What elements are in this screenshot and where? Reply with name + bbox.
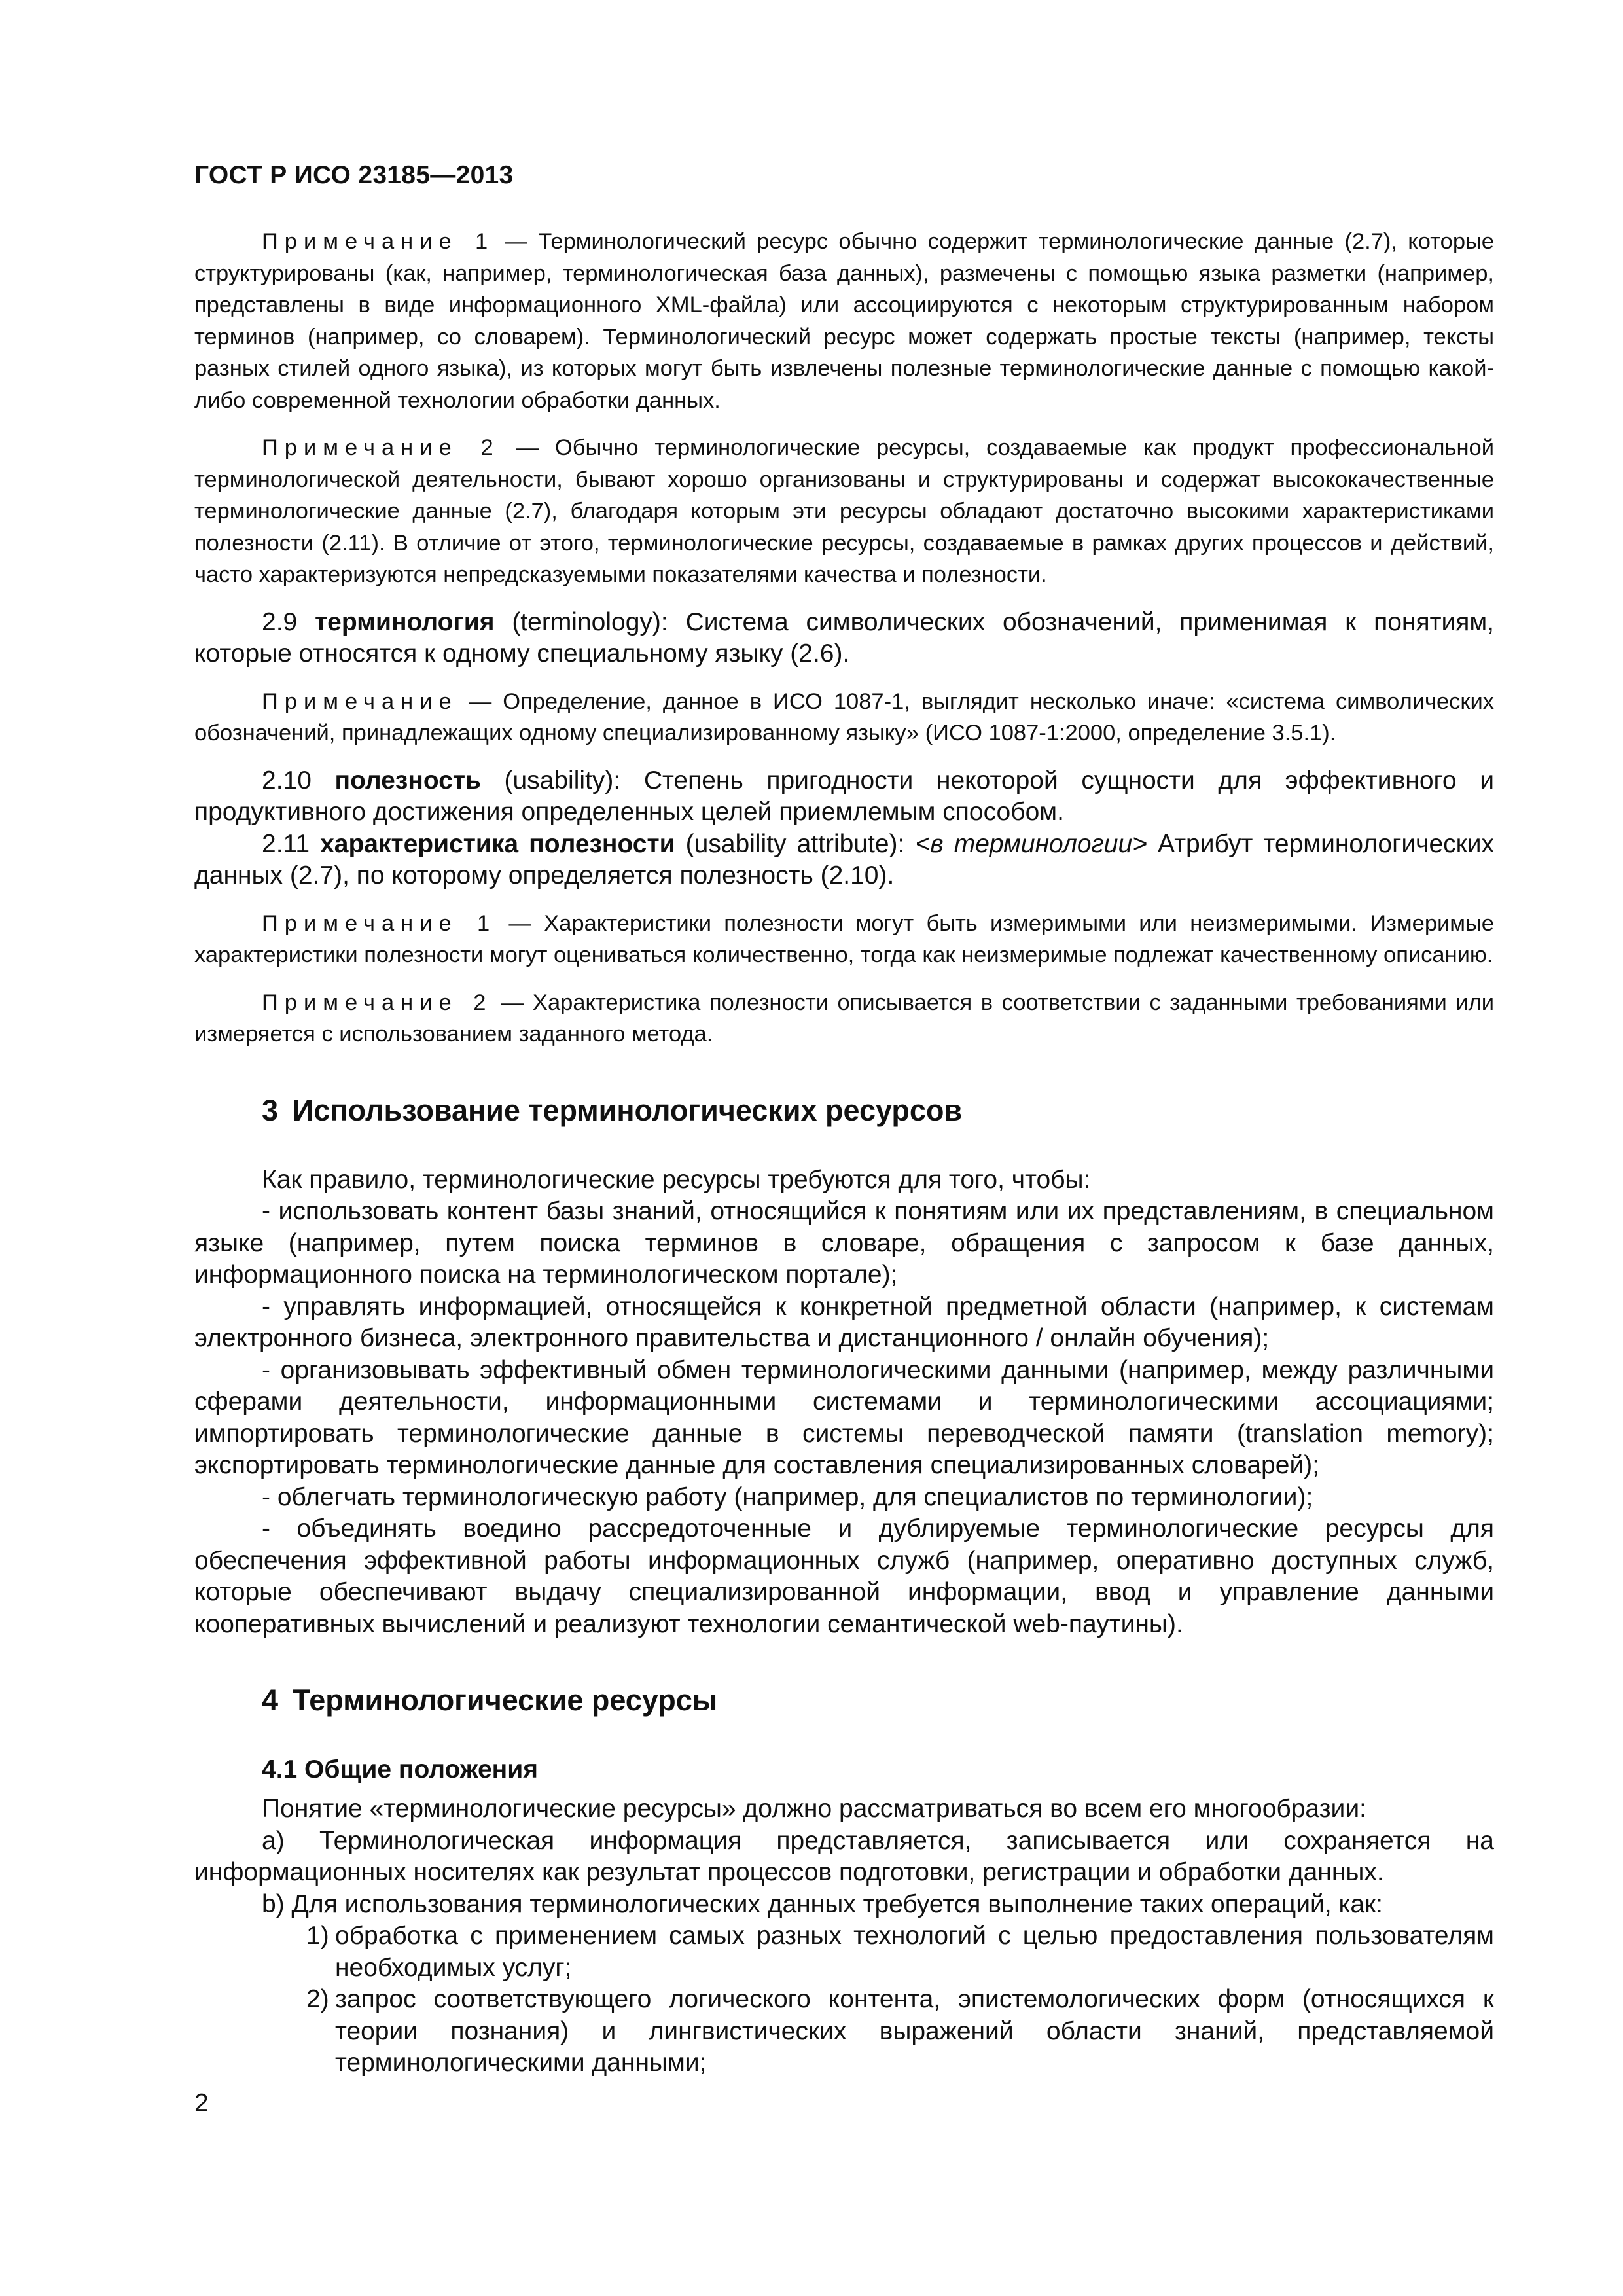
note-terminology: [194, 686, 1494, 749]
definition-text: (usability): Степень пригодности некоторой сущности для эффективного и продуктивного достижения определенных целей приемлемым способом.: [194, 766, 1494, 826]
note-2-usability-attribute: [194, 987, 1494, 1050]
definition-number: 2.11: [262, 829, 321, 858]
sub-list-text: запрос соответствующего логического контента, эпистемологических форм (относящихся к теории познания) и лингвистических выражений области знаний, представляемой терминологическими данными;: [335, 1985, 1494, 2077]
sub-list-number: 2): [306, 1985, 329, 2013]
note-text: — Терминологический ресурс обычно содержит терминологические данные (2.7), которые структурированы (как, например, терминологическая база данных), размечены с помощью языка разметки (например, представлены в виде информационного XML-файла) или ассоциируются с некоторым структурированным набором терминов (например, со словарем). Терминологический ресурс может содержать простые тексты (например, тексты разных стилей одного языка), из которых могут быть извлечены полезные терминологические данные с помощью какой-либо современной технологии обработки данных.: [194, 229, 1494, 413]
note-1-terminological-resource: [194, 226, 1494, 416]
list-item-b: b) Для использования терминологических данных требуется выполнение таких операций, как:: [262, 1890, 1383, 1918]
section-4-heading: [262, 1682, 1494, 1719]
definition-2-9: [194, 607, 1494, 670]
list-item: - организовывать эффективный обмен терминологическими данными (например, между различными сферами деятельности, информационными системами и терминологическими ассоциациями; импортировать терминологические данные в системы переводческой памяти (translation memory); экспортировать терминологические данные для составления специализированных словарей);: [194, 1355, 1494, 1479]
section-3-heading: [262, 1092, 1494, 1129]
note-text: — Характеристика полезности описывается в соответствии с заданными требованиями или измеряется с использованием заданного метода.: [194, 990, 1494, 1047]
definition-text-continued: Атрибут терминологических данных (2.7), по которому определяется полезность (2.10).: [194, 829, 1494, 889]
section-title: Терминологические ресурсы: [293, 1683, 718, 1717]
note-text: — Обычно терминологические ресурсы, создаваемые как продукт профессиональной терминологической деятельности, бывают хорошо организованы и структурированы и содержат высококачественные терминологические данные (2.7), благодаря которым эти ресурсы обладают достаточно высокими характеристиками полезности (2.11). В отличие от этого, терминологические ресурсы, создаваемые в рамках других процессов и действий, часто характеризуются непредсказуемыми показателями качества и полезности.: [194, 435, 1494, 587]
definition-number: 2.9: [262, 607, 315, 636]
definition-text: (usability attribute):: [675, 829, 916, 858]
note-label: Примечание: [262, 689, 458, 714]
list-item: - управлять информацией, относящейся к конкретной предметной области (например, к системам электронного бизнеса, электронного правительства и дистанционного / онлайн обучения);: [194, 1292, 1494, 1352]
page-number: 2: [194, 2089, 209, 2117]
document-page: [194, 0, 1494, 2296]
document-code-header: ГОСТ Р ИСО 23185—2013: [194, 161, 514, 189]
note-text: — Определение, данное в ИСО 1087-1, выглядит несколько иначе: «система символических обозначений, принадлежащих одному специализированному языку» (ИСО 1087-1:2000, определение 3.5.1).: [194, 689, 1494, 745]
section-4-intro: Понятие «терминологические ресурсы» должно рассматриваться во всем его многообразии:: [262, 1795, 1366, 1823]
page-content: [194, 226, 1494, 2079]
section-3-intro: Как правило, терминологические ресурсы требуются для того, чтобы:: [262, 1165, 1091, 1194]
section-number: 3: [262, 1093, 279, 1127]
note-text: — Характеристики полезности могут быть измеримыми или неизмеримыми. Измеримые характеристики полезности могут оцениваться количественно, тогда как неизмеримые подлежат качественному описанию.: [194, 910, 1494, 967]
note-label: Примечание 2: [262, 435, 500, 460]
list-item: - использовать контент базы знаний, относящийся к понятиям или их представлениям, в специальном языке (например, путем поиска терминов в словаре, обращения с запросом к базе данных, информационного поиска на терминологическом портале);: [194, 1197, 1494, 1289]
definition-term: полезность: [334, 766, 481, 795]
definition-term: характеристика полезности: [320, 829, 675, 858]
sub-list-number: 1): [306, 1922, 329, 1950]
definition-domain: <в терминологии>: [915, 829, 1147, 858]
list-item: - облегчать терминологическую работу (например, для специалистов по терминологии);: [262, 1482, 1313, 1511]
definition-2-11: [194, 829, 1494, 892]
sub-list-text: обработка с применением самых разных технологий с целью предоставления пользователям необходимых услуг;: [335, 1922, 1494, 1982]
section-number: 4: [262, 1683, 279, 1717]
definition-term: терминология: [315, 607, 495, 636]
note-1-usability-attribute: [194, 908, 1494, 971]
sub-list-item: [194, 1984, 1494, 2079]
definition-text: (terminology): Система символических обозначений, применимая к понятиям, которые относятся к одному специальному языку (2.6).: [194, 607, 1494, 668]
list-item-a: a) Терминологическая информация представляется, записывается или сохраняется на информационных носителях как результат процессов подготовки, регистрации и обработки данных.: [194, 1826, 1494, 1886]
note-label: Примечание 1: [262, 229, 495, 254]
note-label: Примечание 2: [262, 990, 493, 1015]
sub-list-item: [194, 1920, 1494, 1984]
section-title: Использование терминологических ресурсов: [293, 1093, 963, 1127]
subsection-4-1-heading: 4.1 Общие положения: [262, 1755, 538, 1784]
definition-number: 2.10: [262, 766, 335, 795]
list-item: - объединять воедино рассредоточенные и дублируемые терминологические ресурсы для обеспечения эффективной работы информационных служб (например, оперативно доступных служб, которые обеспечивают выдачу специализированной информации, ввод и управление данными кооперативных вычислений и реализуют технологии семантической web-паутины).: [194, 1515, 1494, 1638]
definition-2-10: [194, 765, 1494, 829]
note-2-terminological-resource: [194, 432, 1494, 591]
note-label: Примечание 1: [262, 910, 497, 936]
